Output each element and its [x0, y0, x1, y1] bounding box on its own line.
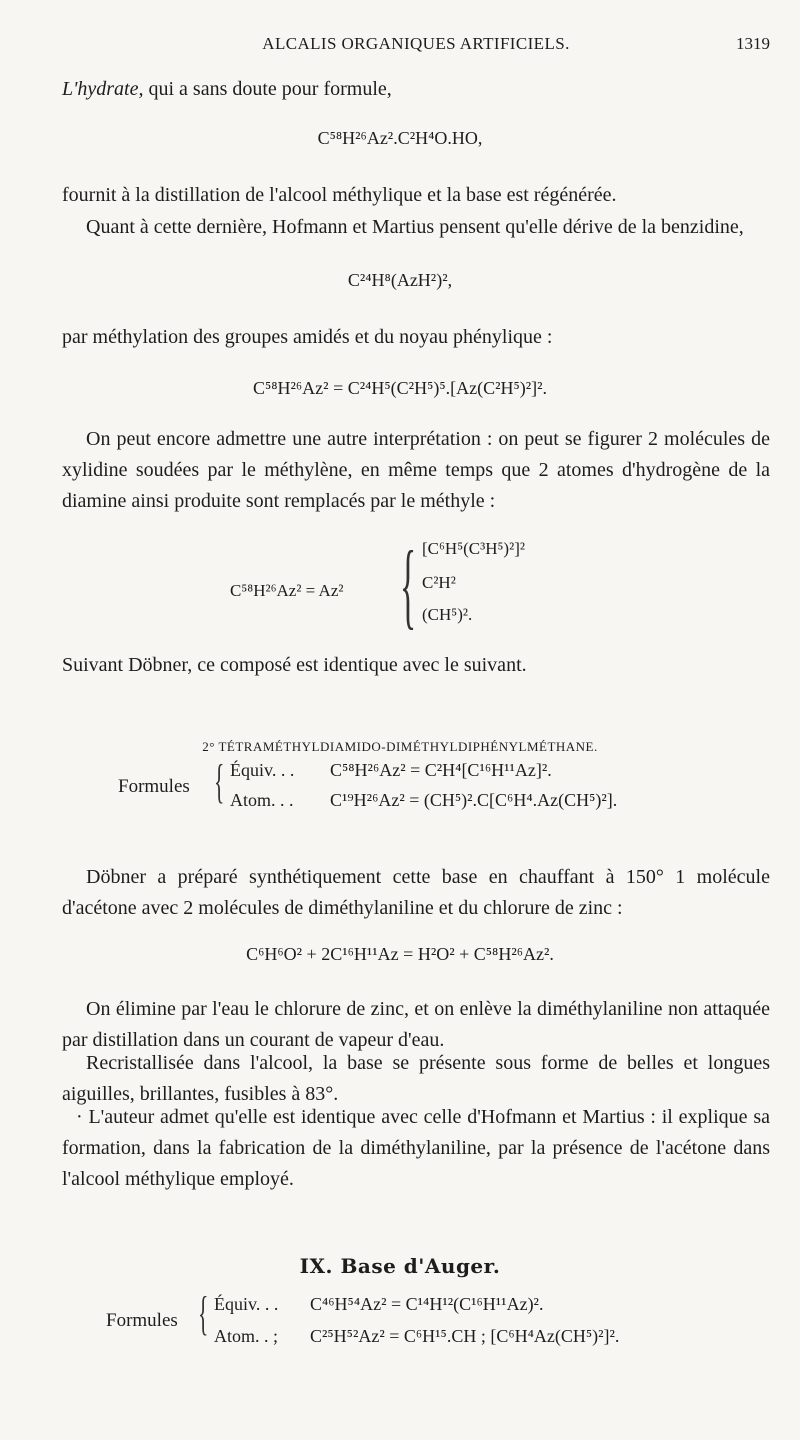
atom-formula: C¹⁹H²⁶Az² = (CH⁵)².C[C⁶H⁴.Az(CH⁵)²]. [330, 790, 618, 810]
left-brace: { [198, 1287, 209, 1340]
page-number: 1319 [736, 34, 770, 53]
left-brace: { [400, 531, 417, 638]
formulas-label: Formules [118, 776, 190, 797]
paragraph-dobner: Suivant Döbner, ce composé est identique avec le suivant. [62, 654, 527, 676]
paragraph-methylation: par méthylation des groupes amidés et du noyau phénylique : [62, 326, 553, 348]
formula-benzidine: C²⁴H⁸(AzH²)², [347, 270, 453, 290]
paragraph-benzidine: Quant à cette dernière, Hofmann et Martius pensent qu'elle dérive de la benzidine, [86, 216, 744, 238]
equiv-label: Équiv. . . [230, 760, 295, 780]
paragraph-recrystallization: Recristallisée dans l'alcool, la base se présente sous forme de belles et longues aiguilles, brillantes, fusibles à 83°. [62, 1052, 770, 1105]
running-header [62, 34, 770, 56]
equiv-formula: C⁵⁸H²⁶Az² = C²H⁴[C¹⁶H¹¹Az]². [330, 760, 552, 780]
atom-label: Atom. . ; [214, 1326, 279, 1346]
formulas-label: Formules [106, 1310, 178, 1331]
section-title: IX. Base d'Auger. [299, 1254, 501, 1278]
equiv-label: Équiv. . . [214, 1294, 279, 1314]
paragraph-elimination: On élimine par l'eau le chlorure de zinc, et on enlève la diméthylaniline non attaquée par distillation dans un courant de vapeur d'eau. [62, 998, 770, 1051]
formula-hydrate: C⁵⁸H²⁶Az².C²H⁴O.HO, [317, 128, 483, 148]
paragraph-distillation: fournit à la distillation de l'alcool méthylique et la base est régénérée. [62, 184, 617, 206]
diamine-row-1: [C⁶H⁵(C³H⁵)²]² [422, 539, 525, 558]
paragraph-interpretation: On peut encore admettre une autre interprétation : on peut se figurer 2 molécules de xylidine soudées par le méthylène, en même temps que 2 atomes d'hydrogène de la diamine ainsi produite sont remplacés par le méthyle : [62, 428, 770, 512]
diamine-row-3: (CH⁵)². [422, 605, 473, 624]
diamine-row-2: C²H² [422, 573, 456, 592]
left-brace: { [214, 755, 225, 808]
formulas-block-2 [106, 1288, 746, 1368]
hydrate-term: L'hydrate, [62, 78, 144, 100]
paragraph-author: · L'auteur admet qu'elle est identique avec celle d'Hofmann et Martius : il explique sa formation, dans la fabrication de la diméthylaniline, par la présence de l'acétone dans l'alcool méthylique employé. [62, 1106, 770, 1190]
paragraph-hydrate [62, 74, 770, 105]
atom-formula: C²⁵H⁵²Az² = C⁶H¹⁵.CH ; [C⁶H⁴Az(CH⁵)²]². [310, 1326, 620, 1346]
paragraph-hydrate-text: qui a sans doute pour formule, [143, 78, 392, 100]
formulas-block-1 [118, 756, 718, 836]
atom-label: Atom. . . [230, 790, 294, 810]
equiv-formula: C⁴⁶H⁵⁴Az² = C¹⁴H¹²(C¹⁶H¹¹Az)². [310, 1294, 544, 1314]
paragraph-synthesis: Döbner a préparé synthétiquement cette base en chauffant à 150° 1 molécule d'acétone avec 2 molécules de diméthylaniline et du chlorure de zinc : [62, 866, 770, 919]
diamine-lhs: C⁵⁸H²⁶Az² = Az² [230, 581, 344, 600]
formula-methylation: C⁵⁸H²⁶Az² = C²⁴H⁵(C²H⁵)⁵.[Az(C²H⁵)²]². [252, 378, 548, 398]
header-title: ALCALIS ORGANIQUES ARTIFICIELS. [262, 34, 570, 53]
compound-subheading: 2° TÉTRAMÉTHYLDIAMIDO-DIMÉTHYLDIPHÉNYLMÉTHANE. [202, 739, 598, 754]
formula-synthesis: C⁶H⁶O² + 2C¹⁶H¹¹Az = H²O² + C⁵⁸H²⁶Az². [246, 944, 554, 964]
